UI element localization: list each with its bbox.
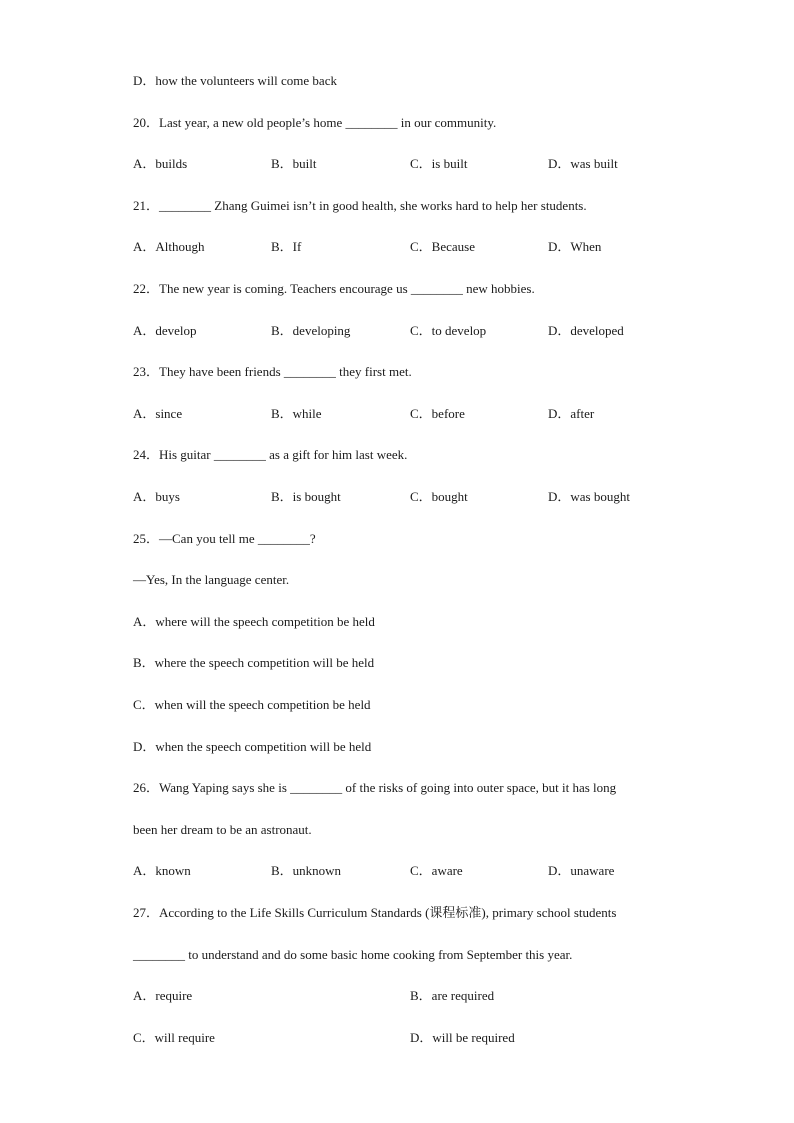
answer-option: A．known — [133, 863, 191, 878]
answer-option: C．Because — [410, 239, 475, 254]
answer-option: B．unknown — [271, 863, 342, 878]
answer-option: B．developing — [271, 323, 351, 338]
answer-option: C．before — [410, 406, 465, 421]
answer-option: B．is bought — [271, 489, 341, 504]
text-line: 23．They have been friends ________ they first met. — [133, 364, 412, 379]
answer-option: A．builds — [133, 156, 188, 171]
answer-option: B．are required — [410, 988, 495, 1003]
answer-option: B．If — [271, 239, 302, 254]
text-line: D．when the speech competition will be held — [133, 739, 372, 754]
text-line: D．how the volunteers will come back — [133, 73, 337, 88]
answer-option: D．was built — [548, 156, 618, 171]
text-line: 24．His guitar ________ as a gift for him last week. — [133, 447, 408, 462]
text-line: 25．—Can you tell me ________? — [133, 531, 316, 546]
answer-option: C．will require — [133, 1030, 215, 1045]
answer-option: A．develop — [133, 323, 197, 338]
text-line: 20．Last year, a new old people’s home ________ in our community. — [133, 115, 497, 130]
answer-option: D．was bought — [548, 489, 630, 504]
text-line: A．where will the speech competition be held — [133, 614, 375, 629]
answer-option: A．since — [133, 406, 183, 421]
answer-option: C．aware — [410, 863, 463, 878]
text-line: 22．The new year is coming. Teachers encourage us ________ new hobbies. — [133, 281, 535, 296]
answer-option: A．buys — [133, 489, 180, 504]
answer-option: D．will be required — [410, 1030, 515, 1045]
text-line: been her dream to be an astronaut. — [133, 822, 312, 837]
answer-option: C．bought — [410, 489, 468, 504]
answer-option: D．When — [548, 239, 602, 254]
text-line: C．when will the speech competition be held — [133, 697, 371, 712]
answer-option: D．developed — [548, 323, 624, 338]
text-line: —Yes, In the language center. — [133, 572, 290, 587]
answer-option: A．Although — [133, 239, 205, 254]
text-line: ________ to understand and do some basic home cooking from September this year. — [133, 947, 573, 962]
text-line: B．where the speech competition will be held — [133, 655, 375, 670]
text-line: 27．According to the Life Skills Curriculum Standards (课程标准), primary school students — [133, 905, 617, 920]
answer-option: B．built — [271, 156, 317, 171]
answer-option: D．after — [548, 406, 595, 421]
answer-option: A．require — [133, 988, 193, 1003]
text-line: 26．Wang Yaping says she is ________ of the risks of going into outer space, but it has long — [133, 780, 617, 795]
answer-option: D．unaware — [548, 863, 615, 878]
answer-option: C．is built — [410, 156, 468, 171]
answer-option: B．while — [271, 406, 322, 421]
answer-option: C．to develop — [410, 323, 487, 338]
text-line: 21．________ Zhang Guimei isn’t in good health, she works hard to help her students. — [133, 198, 587, 213]
